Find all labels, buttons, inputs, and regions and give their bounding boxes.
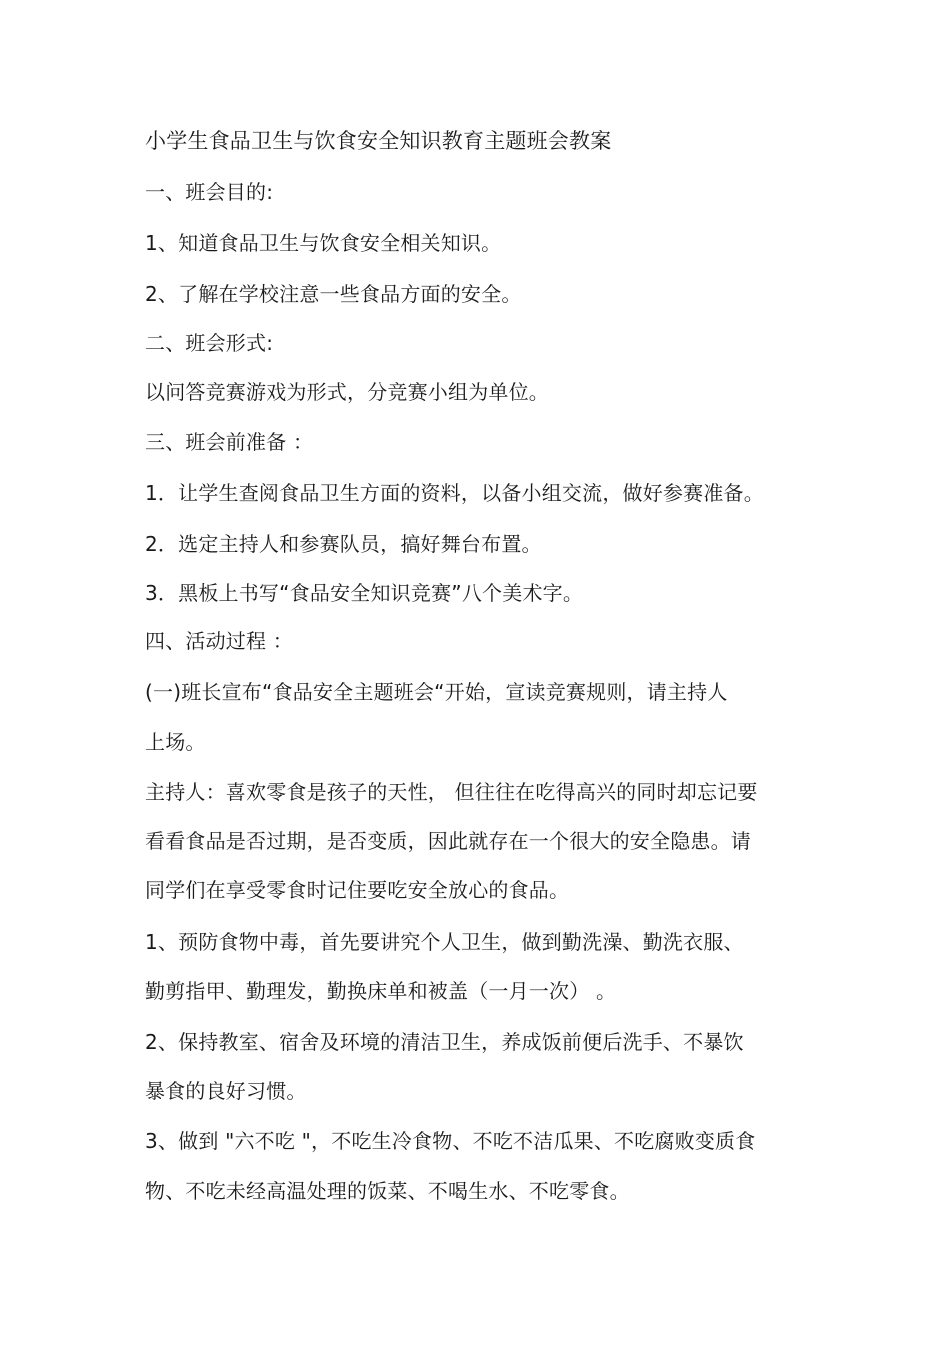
paragraph-line: 2、保持教室、宿舍及环境的清洁卫生，养成饭前便后洗手、不暴饮 <box>145 1030 744 1054</box>
paragraph-line: 2．选定主持人和参赛队员，搞好舞台布置。 <box>145 532 542 556</box>
paragraph-line: (一)班长宣布“食品安全主题班会“开始，宣读竞赛规则，请主持人 <box>145 680 728 704</box>
paragraph-line: 1．让学生查阅食品卫生方面的资料，以备小组交流，做好参赛准备。 <box>145 481 764 505</box>
paragraph-line: 3．黑板上书写“食品安全知识竞赛”八个美术字。 <box>145 581 584 605</box>
paragraph-line: 主持人：喜欢零食是孩子的天性， 但往往在吃得高兴的同时却忘记要 <box>145 780 758 804</box>
paragraph-line: 暴食的良好习惯。 <box>145 1079 307 1103</box>
paragraph-line: 同学们在享受零食时记住要吃安全放心的食品。 <box>145 878 570 902</box>
section-heading-preparation: 三、班会前准备 ： <box>145 430 314 454</box>
paragraph-line: 物、不吃未经高温处理的饭菜、不喝生水、不吃零食。 <box>145 1179 630 1203</box>
section-heading-purpose: 一、班会目的: <box>145 180 274 204</box>
document-title: 小学生食品卫生与饮食安全知识教育主题班会教案 <box>145 129 612 153</box>
section-heading-format: 二、班会形式: <box>145 331 274 355</box>
paragraph-line: 1、知道食品卫生与饮食安全相关知识。 <box>145 231 502 255</box>
paragraph-line: 勤剪指甲、勤理发，勤换床单和被盖（一月一次） 。 <box>145 979 617 1003</box>
section-heading-process: 四、活动过程 ： <box>145 629 293 653</box>
paragraph-line: 以问答竞赛游戏为形式，分竞赛小组为单位。 <box>145 380 549 404</box>
paragraph-line: 2、了解在学校注意一些食品方面的安全。 <box>145 282 522 306</box>
paragraph-line: 3、做到 "六不吃 "，不吃生冷食物、不吃不洁瓜果、不吃腐败变质食 <box>145 1129 756 1153</box>
paragraph-line: 看看食品是否过期，是否变质，因此就存在一个很大的安全隐患。请 <box>145 829 751 853</box>
paragraph-line: 1、预防食物中毒，首先要讲究个人卫生，做到勤洗澡、勤洗衣服、 <box>145 930 744 954</box>
paragraph-line: 上场。 <box>145 730 206 754</box>
